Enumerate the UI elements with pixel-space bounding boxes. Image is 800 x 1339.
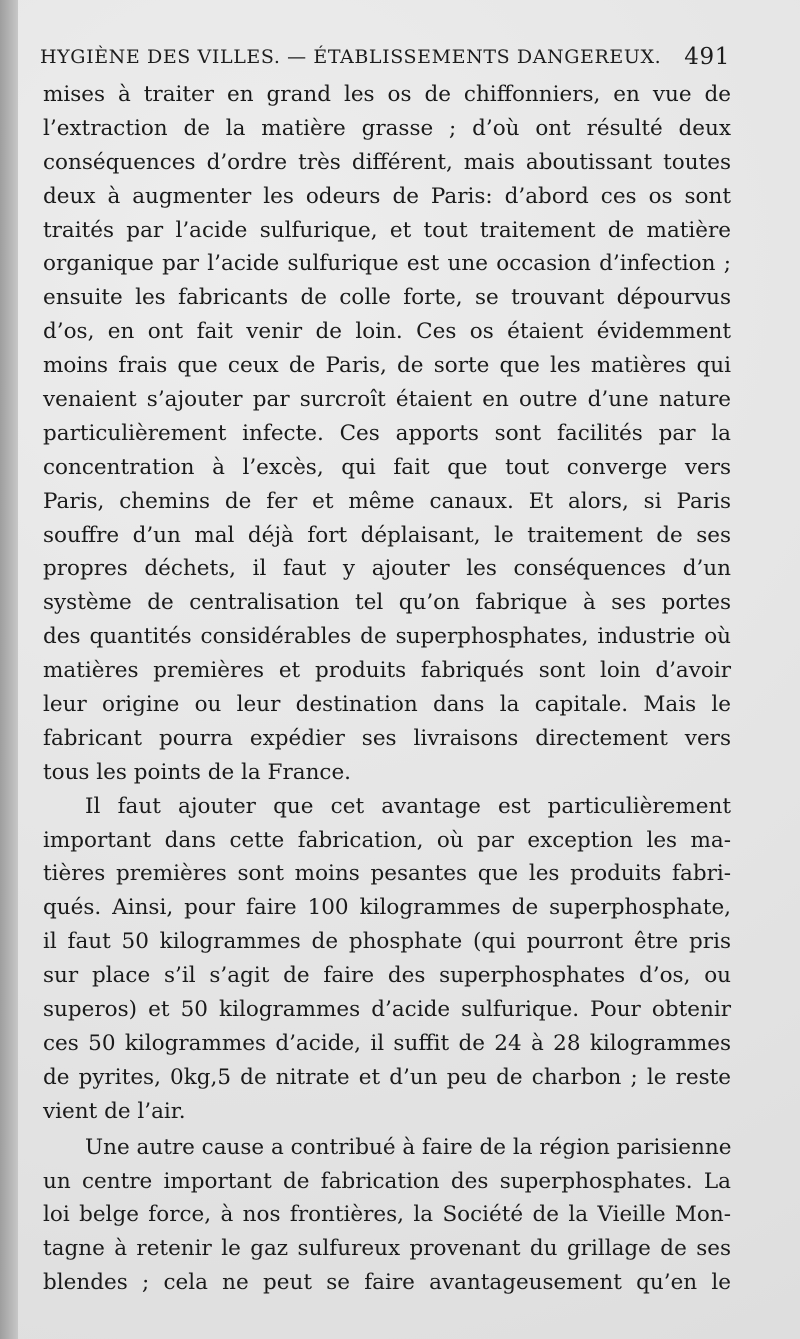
text-line: mises à traiter en grand les os de chiffonniers, en vue de: [43, 82, 731, 107]
text-line: matières premières et produits fabriqués sont loin d’avoir: [43, 658, 731, 684]
text-line: venaient s’ajouter par surcroît étaient en outre d’une nature: [43, 387, 731, 413]
page-number: 491: [684, 44, 730, 70]
text-line: blendes ; cela ne peut se faire avantageusement qu’en le: [43, 1270, 731, 1296]
text-line: leur origine ou leur destination dans la capitale. Mais le: [43, 692, 731, 718]
text-line: de pyrites, 0kg,5 de nitrate et d’un peu de charbon ; le reste: [43, 1064, 731, 1090]
running-title: HYGIÈNE DES VILLES. — ÉTABLISSEMENTS DANGEREUX.: [40, 46, 662, 68]
text-line: d’os, en ont fait venir de loin. Ces os étaient évidemment: [43, 319, 731, 345]
body-text: [43, 78, 731, 1300]
text-line: tagne à retenir le gaz sulfureux provenant du grillage de ses: [43, 1236, 731, 1262]
text-line: concentration à l’excès, qui fait que tout converge vers: [43, 454, 731, 480]
paragraph-first-line: Une autre cause a contribué à faire de la région parisienne: [85, 1134, 732, 1160]
text-line: l’extraction de la matière grasse ; d’où ont résulté deux: [43, 115, 731, 141]
text-line: conséquences d’ordre très différent, mais aboutissant toutes: [43, 149, 731, 175]
text-line: qués. Ainsi, pour faire 100 kilogrammes de superphosphate,: [43, 895, 731, 921]
text-line: loi belge force, à nos frontières, la Société de la Vieille Mon-: [43, 1202, 731, 1228]
text-line: système de centralisation tel qu’on fabrique à ses portes: [43, 590, 731, 616]
scan-edge: [0, 0, 18, 1339]
text-line: un centre important de fabrication des superphosphates. La: [43, 1168, 731, 1194]
text-line: fabricant pourra expédier ses livraisons directement vers: [43, 725, 731, 751]
text-line: important dans cette fabrication, où par exception les ma-: [43, 827, 731, 853]
text-line: des quantités considérables de superphosphates, industrie où: [43, 624, 731, 650]
text-line: ces 50 kilogrammes d’acide, il suffit de 24 à 28 kilogrammes: [43, 1030, 731, 1056]
text-line: moins frais que ceux de Paris, de sorte que les matières qui: [43, 353, 731, 379]
text-line: propres déchets, il faut y ajouter les conséquences d’un: [43, 556, 731, 582]
text-line: tières premières sont moins pesantes que les produits fabri-: [43, 861, 731, 887]
text-line: Paris, chemins de fer et même canaux. Et alors, si Paris: [43, 488, 731, 514]
text-line: souffre d’un mal déjà fort déplaisant, le traitement de ses: [43, 522, 731, 548]
paragraph-last-line: vient de l’air.: [43, 1098, 186, 1124]
text-line: particulièrement infecte. Ces apports sont facilités par la: [43, 420, 731, 446]
text-line: organique par l’acide sulfurique est une occasion d’infection ;: [43, 251, 731, 277]
text-line: traités par l’acide sulfurique, et tout traitement de matière: [43, 217, 731, 243]
text-line: superos) et 50 kilogrammes d’acide sulfurique. Pour obtenir: [43, 997, 731, 1023]
running-header: [40, 44, 730, 74]
text-line: sur place s’il s’agit de faire des superphosphates d’os, ou: [43, 963, 731, 989]
text-line: deux à augmenter les odeurs de Paris: d’abord ces os sont: [43, 183, 731, 209]
text-line: ensuite les fabricants de colle forte, se trouvant dépourvus: [43, 285, 731, 311]
paragraph-last-line: tous les points de la France.: [43, 759, 352, 785]
paragraph-first-line: Il faut ajouter que cet avantage est particulièrement: [85, 793, 731, 819]
text-line: il faut 50 kilogrammes de phosphate (qui pourront être pris: [43, 929, 731, 955]
